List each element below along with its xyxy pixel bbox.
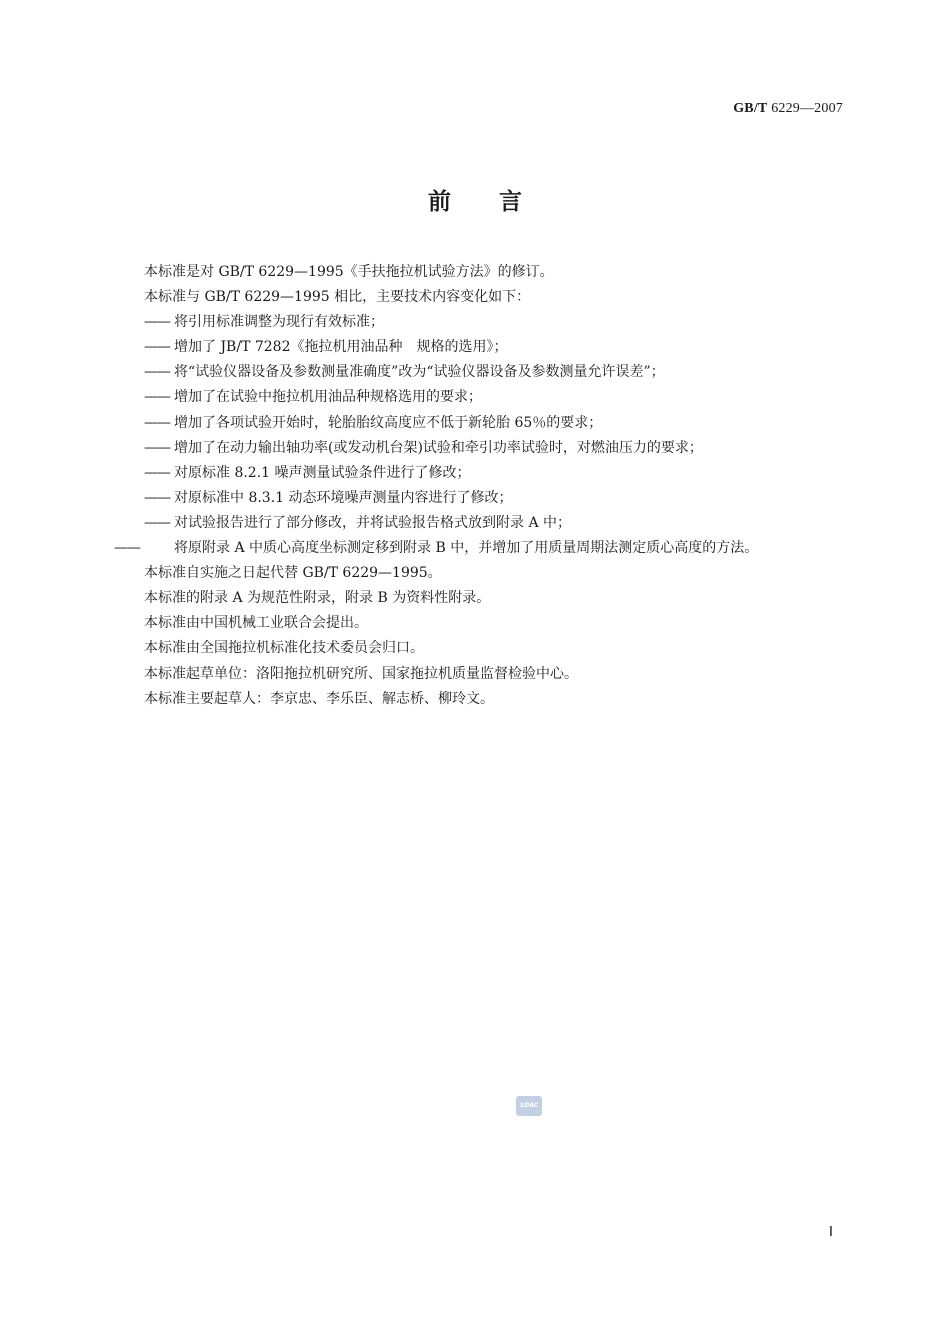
- change-item-text: 增加了在试验中拖拉机用油品种规格选用的要求；: [174, 389, 482, 406]
- change-item-text: 将原附录 A 中质心高度坐标测定移到附录 B 中，并增加了用质量周期法测定质心高度的方法。: [174, 540, 759, 557]
- change-item: [144, 385, 844, 410]
- dash-marker: ——: [144, 489, 170, 506]
- change-item: [144, 360, 844, 385]
- foreword-body: [114, 260, 844, 712]
- change-item-text: 将引用标准调整为现行有效标准；: [174, 314, 384, 331]
- dash-marker: ——: [144, 464, 170, 481]
- dash-marker: ——: [144, 439, 170, 456]
- dash-marker: ——: [144, 339, 170, 356]
- dash-marker: ——: [144, 389, 170, 406]
- standard-code: [733, 101, 843, 117]
- closing-paragraph: 本标准由中国机械工业联合会提出。: [144, 615, 368, 632]
- change-item-text: 对原标准 8.2.1 噪声测量试验条件进行了修改；: [174, 464, 471, 481]
- closing-paragraph: 本标准自实施之日起代替 GB/T 6229—1995。: [144, 565, 442, 582]
- dash-marker: ——: [114, 540, 140, 557]
- change-item: [144, 486, 844, 511]
- page-number: Ⅰ: [828, 1225, 833, 1240]
- change-item-text: 将“试验仪器设备及参数测量准确度”改为“试验仪器设备及参数测量允许误差”；: [174, 364, 665, 381]
- dash-marker: ——: [144, 514, 170, 531]
- watermark-logo: SDAC: [516, 1096, 542, 1116]
- intro-paragraph: 本标准是对 GB/T 6229—1995《手扶拖拉机试验方法》的修订。: [144, 264, 554, 280]
- change-item: [144, 511, 844, 536]
- intro-paragraph: 本标准与 GB/T 6229—1995 相比，主要技术内容变化如下：: [144, 289, 531, 306]
- change-item: [144, 335, 844, 360]
- change-item: [144, 310, 844, 335]
- change-item-text: 对试验报告进行了部分修改，并将试验报告格式放到附录 A 中；: [174, 514, 572, 531]
- change-item-text: 对原标准中 8.3.1 动态环境噪声测量内容进行了修改；: [174, 489, 513, 506]
- closing-paragraph: 本标准主要起草人：李京忠、李乐臣、解志桥、柳玲文。: [144, 690, 494, 707]
- standard-code-prefix: GB/T: [733, 101, 768, 116]
- closing-paragraph: 本标准的附录 A 为规范性附录，附录 B 为资料性附录。: [144, 590, 491, 607]
- change-item-text: 增加了 JB/T 7282《拖拉机用油品种 规格的选用》；: [174, 339, 508, 356]
- closing-paragraph: 本标准由全国拖拉机标准化技术委员会归口。: [144, 640, 424, 657]
- dash-marker: ——: [144, 314, 170, 331]
- change-item: [144, 461, 844, 486]
- change-item: [144, 436, 844, 461]
- dash-marker: ——: [144, 364, 170, 381]
- dash-marker: ——: [144, 414, 170, 431]
- change-item: [144, 411, 844, 436]
- closing-paragraph: 本标准起草单位：洛阳拖拉机研究所、国家拖拉机质量监督检验中心。: [144, 665, 578, 682]
- change-item-text: 增加了各项试验开始时，轮胎胎纹高度应不低于新轮胎 65％的要求；: [174, 414, 603, 431]
- change-item-text: 增加了在动力输出轴功率(或发动机台架)试验和牵引功率试验时，对燃油压力的要求；: [174, 439, 703, 456]
- standard-code-number: 6229—2007: [771, 101, 843, 116]
- change-item: [114, 536, 844, 561]
- page-title: 前言: [428, 189, 570, 215]
